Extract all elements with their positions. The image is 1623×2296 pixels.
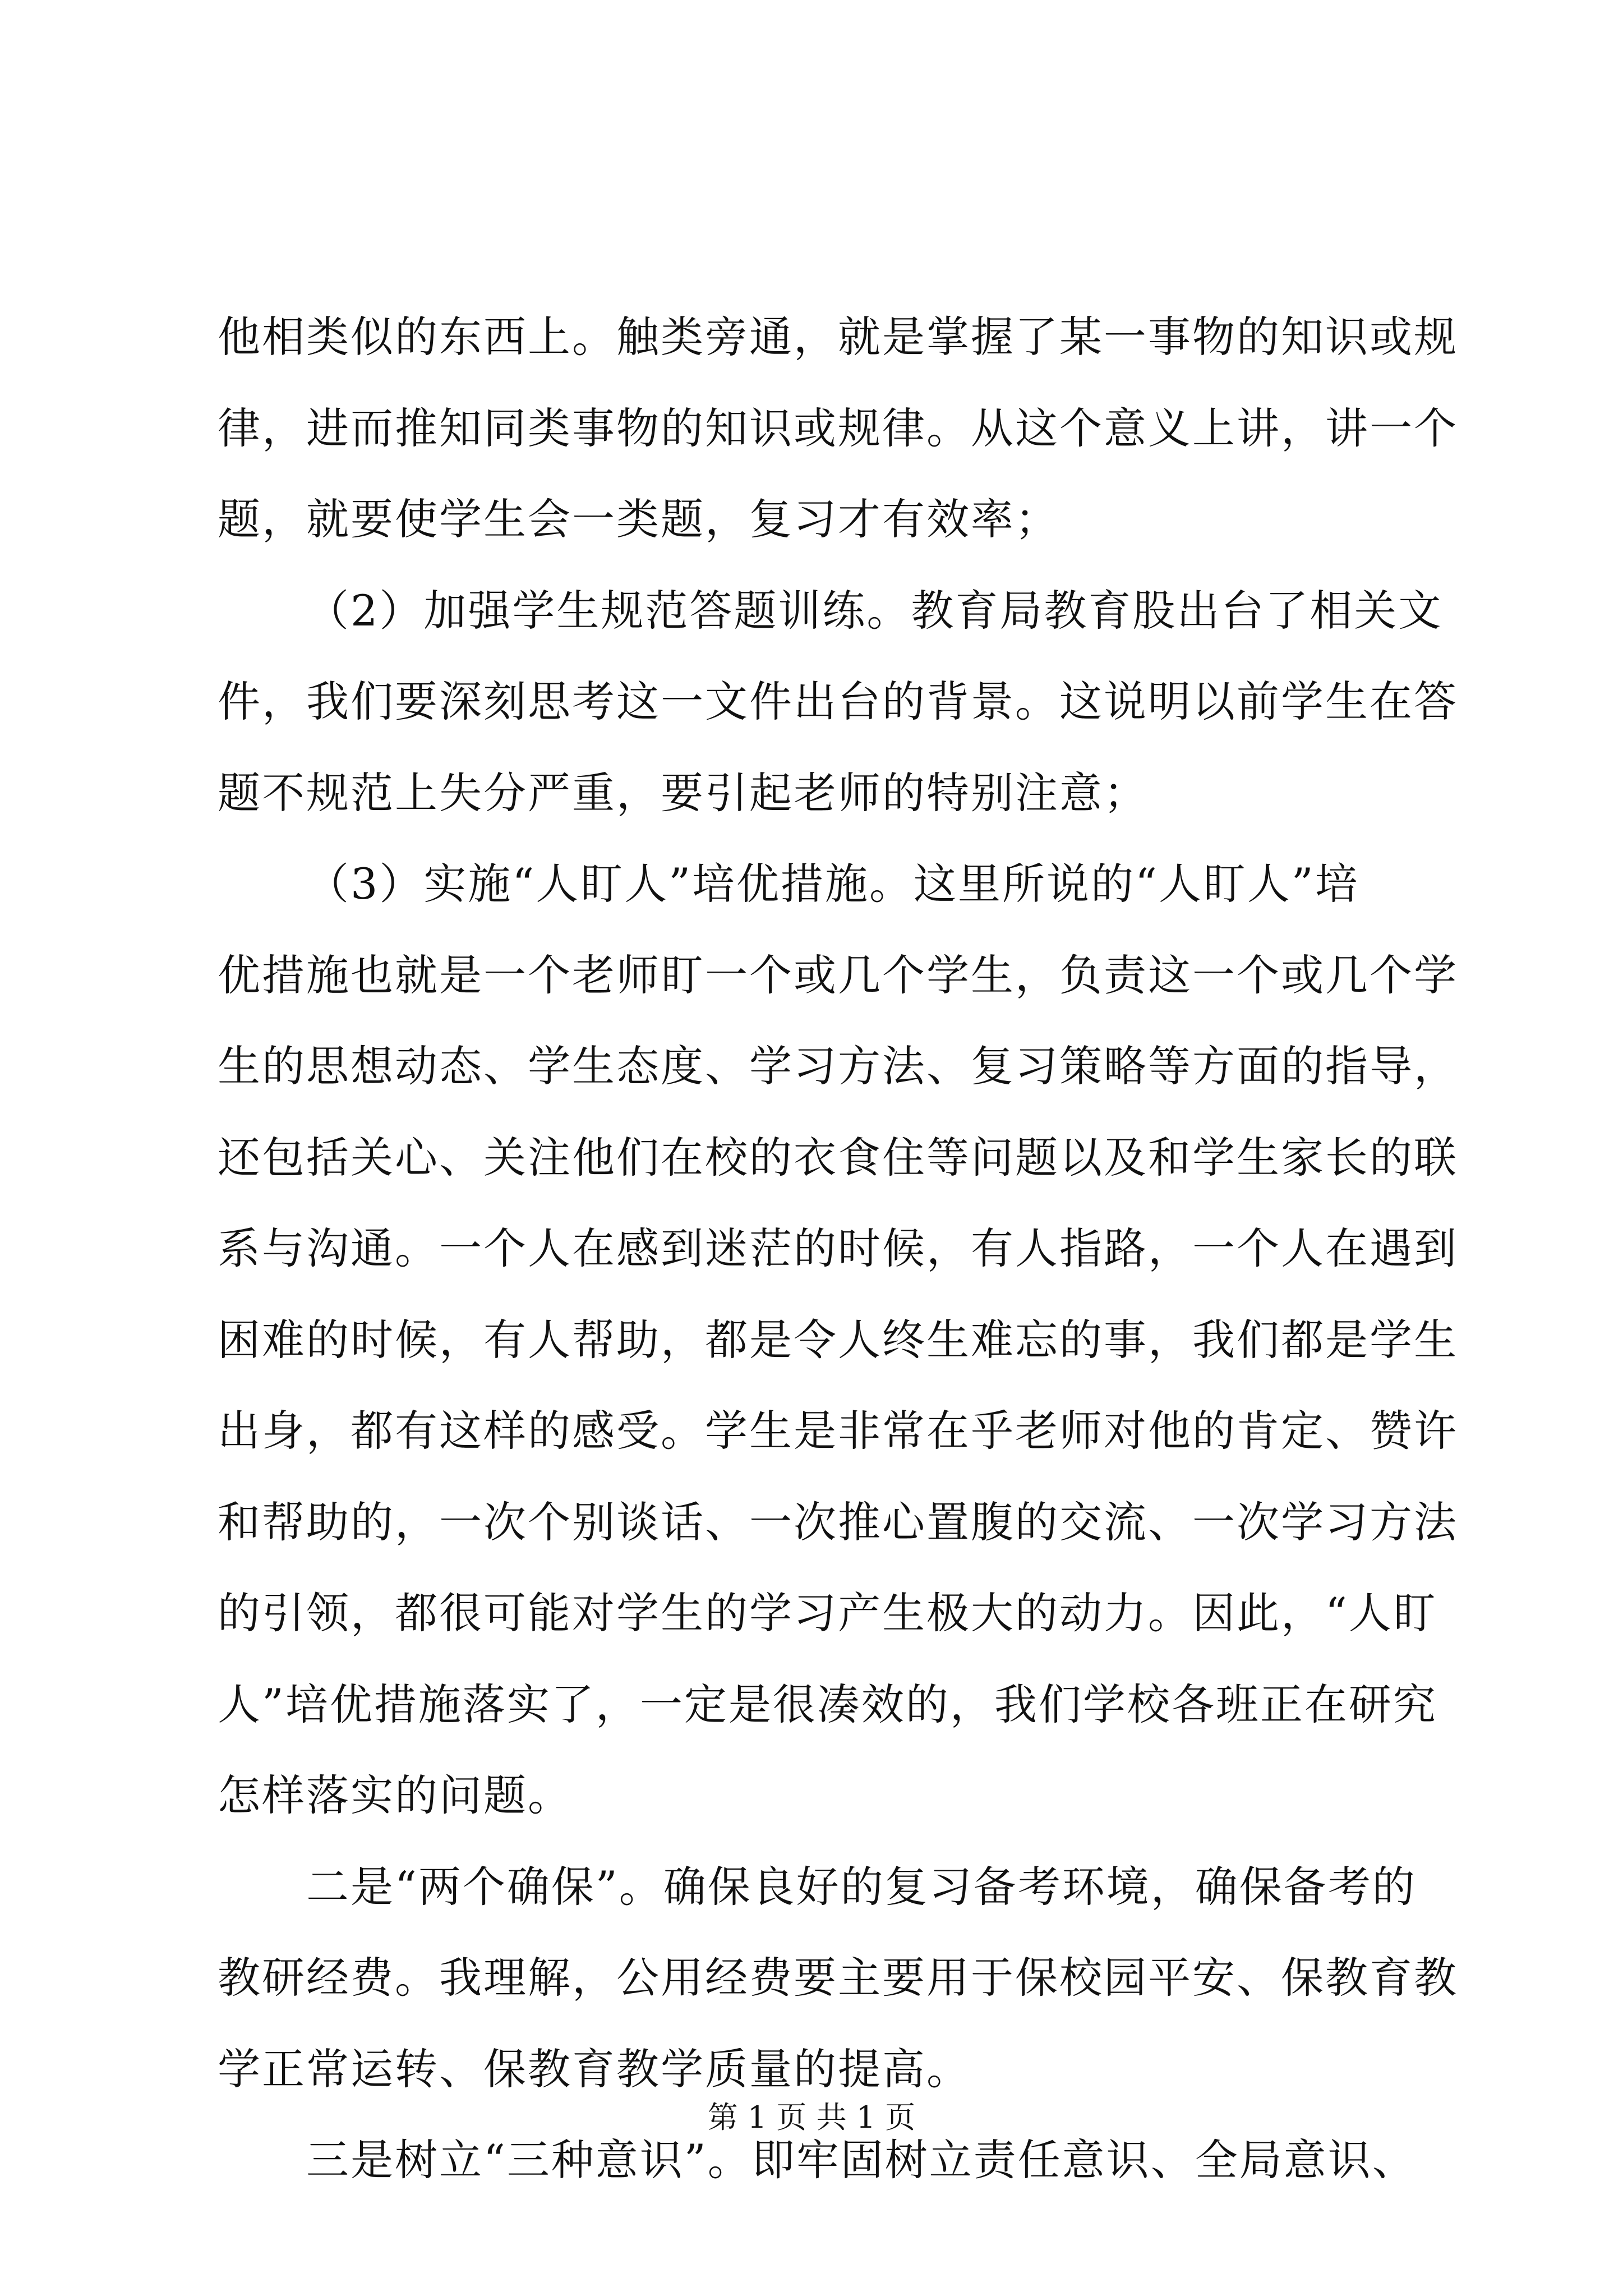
page-footer: 第 1 页 共 1 页: [707, 2100, 916, 2135]
text-line-paragraph-start: 二是“两个确保”。确保良好的复习备考环境，确保备考的: [306, 1861, 1417, 1912]
text-line: 学正常运转、保教育教学质量的提高。: [218, 2044, 971, 2094]
text-line: 出身，都有这样的感受。学生是非常在乎老师对他的肯定、赞许: [218, 1406, 1458, 1456]
text-line: 生的思想动态、学生态度、学习方法、复习策略等方面的指导，: [218, 1041, 1458, 1091]
text-line: 题不规范上失分严重，要引起老师的特别注意；: [218, 767, 1148, 818]
text-line: 题，就要使学生会一类题，复习才有效率；: [218, 494, 1059, 544]
text-line: 律，进而推知同类事物的知识或规律。从这个意义上讲，讲一个: [218, 403, 1458, 453]
text-line: 优措施也就是一个老师盯一个或几个学生，负责这一个或几个学: [218, 950, 1458, 1000]
text-line: 和帮助的，一次个别谈话、一次推心置腹的交流、一次学习方法: [218, 1497, 1458, 1547]
text-line: 教研经费。我理解，公用经费要主要用于保校园平安、保教育教: [218, 1953, 1458, 2003]
text-line-paragraph-start: （3）实施“人盯人”培优措施。这里所说的“人盯人”培: [306, 859, 1359, 909]
text-line: 怎样落实的问题。: [218, 1770, 572, 1820]
document-body: [218, 292, 1458, 2206]
text-line: 还包括关心、关注他们在校的衣食住等问题以及和学生家长的联: [218, 1132, 1458, 1182]
text-line: 系与沟通。一个人在感到迷茫的时候，有人指路，一个人在遇到: [218, 1223, 1458, 1273]
text-line-paragraph-start: 三是树立“三种意识”。即牢固树立责任意识、全局意识、: [306, 2135, 1417, 2185]
text-line: 困难的时候，有人帮助，都是令人终生难忘的事，我们都是学生: [218, 1314, 1458, 1365]
text-line: 件，我们要深刻思考这一文件出台的背景。这说明以前学生在答: [218, 677, 1458, 726]
text-line: 的引领，都很可能对学生的学习产生极大的动力。因此，“人盯: [218, 1588, 1437, 1638]
text-line: 他相类似的东西上。触类旁通，就是掌握了某一事物的知识或规: [218, 312, 1458, 362]
text-line-paragraph-start: （2）加强学生规范答题训练。教育局教育股出台了相关文: [306, 585, 1443, 636]
text-line: 人”培优措施落实了，一定是很凑效的，我们学校各班正在研究: [218, 1679, 1437, 1729]
